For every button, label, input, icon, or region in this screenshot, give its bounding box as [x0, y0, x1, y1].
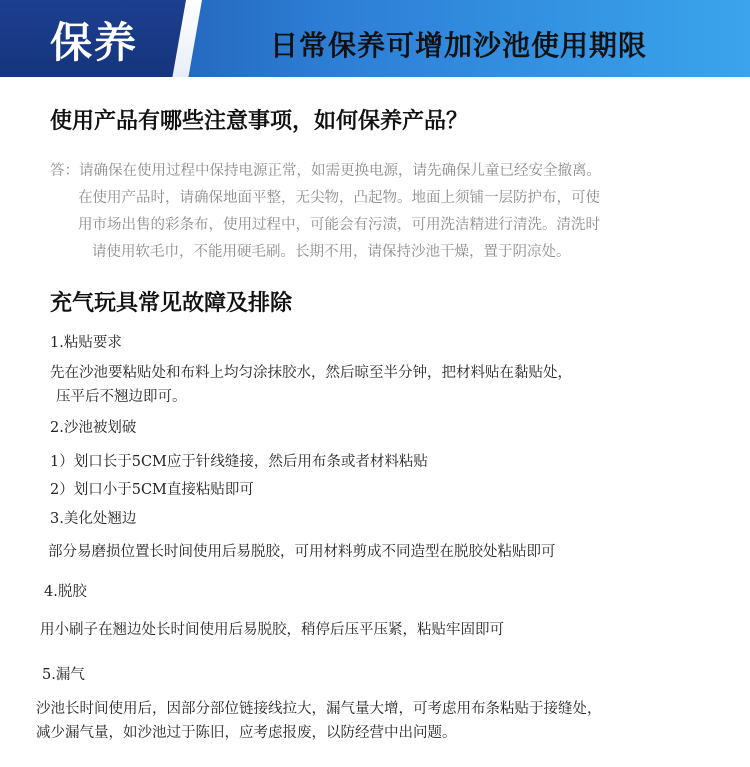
item-title: 2.沙池被划破	[50, 420, 137, 436]
faq-line: 在使用产品时，请确保地面平整，无尖物，凸起物。地面上须铺一层防护布，可使	[78, 190, 600, 206]
troubleshooting-heading: 充气玩具常见故障及排除	[50, 291, 293, 316]
item-title: 3.美化处翘边	[50, 511, 137, 527]
item-text: 1）划口长于5CM应于针线缝接，然后用布条或者材料粘贴	[50, 454, 428, 470]
item-text: 沙池长时间使用后，因部分部位链接线拉大，漏气量大增，可考虑用布条粘贴于接缝处，	[36, 701, 602, 717]
faq-line: 答：请确保在使用过程中保持电源正常，如需更换电源，请先确保儿童已经安全撤离。	[50, 163, 601, 179]
header-label: 保养	[50, 18, 139, 67]
item-title: 4.脱胶	[44, 584, 87, 600]
item-title: 5.漏气	[42, 667, 85, 683]
item-title: 1.粘贴要求	[50, 335, 122, 351]
faq-line: 用市场出售的彩条布，使用过程中，可能会有污渍，可用洗洁精进行清洗。清洗时	[78, 217, 600, 233]
item-text: 压平后不翘边即可。	[56, 389, 187, 405]
faq-heading: 使用产品有哪些注意事项，如何保养产品？	[50, 109, 469, 134]
faq-line: 请使用软毛巾，不能用硬毛刷。长期不用，请保持沙池干燥，置于阴凉处。	[92, 244, 571, 260]
item-text: 先在沙池要粘贴处和布料上均匀涂抹胶水，然后晾至半分钟，把材料贴在黏贴处，	[50, 365, 572, 381]
item-text: 部分易磨损位置长时间使用后易脱胶，可用材料剪成不同造型在脱胶处粘贴即可	[48, 544, 556, 560]
item-text: 减少漏气量，如沙池过于陈旧，应考虑报废，以防经营中出问题。	[36, 725, 457, 741]
header-title: 日常保养可增加沙池使用期限	[270, 29, 648, 62]
header-banner	[0, 0, 750, 77]
item-text: 用小刷子在翘边处长时间使用后易脱胶，稍停后压平压紧，粘贴牢固即可	[40, 622, 504, 638]
item-text: 2）划口小于5CM直接粘贴即可	[50, 482, 254, 498]
